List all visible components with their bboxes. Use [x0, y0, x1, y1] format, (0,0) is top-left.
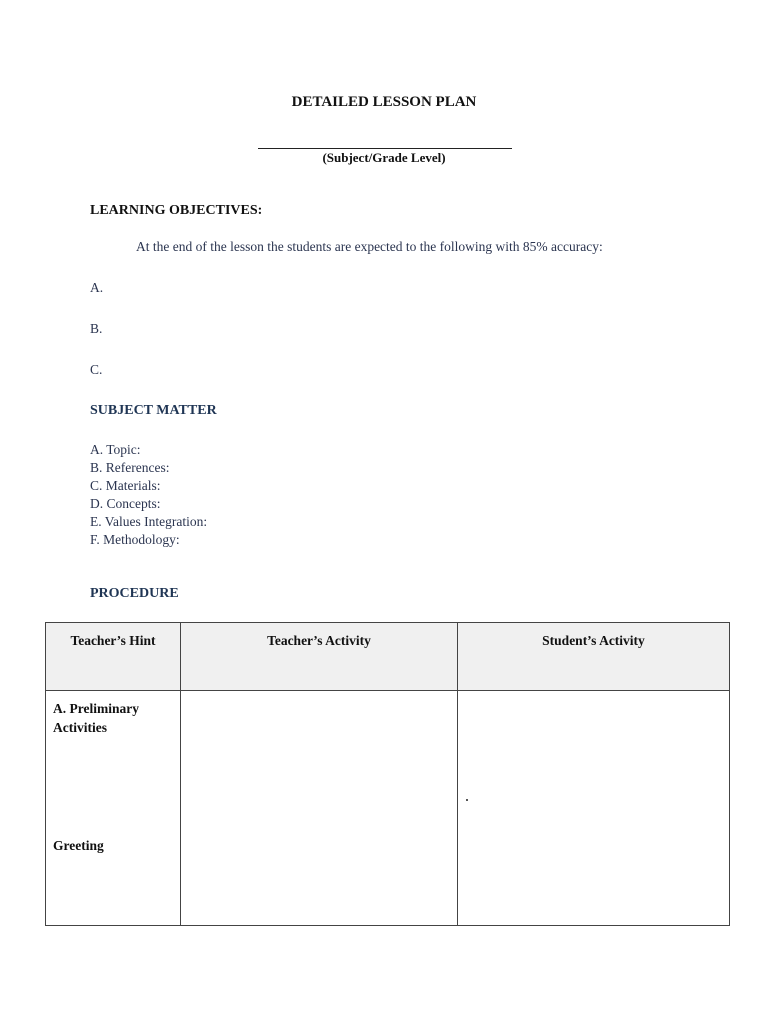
subject-matter-item-materials: C. Materials:	[90, 478, 161, 493]
students-activity-cell	[458, 691, 730, 926]
subject-matter-item-references: B. References:	[90, 460, 170, 475]
subject-matter-item-values-integration: E. Values Integration:	[90, 514, 208, 529]
teachers-activity-cell	[181, 691, 458, 926]
learning-objectives-intro: At the end of the lesson the students are expected to the following with 85% accuracy:	[136, 239, 603, 254]
hint-preliminary-activities: A. Preliminary Activities	[53, 701, 139, 735]
objective-a: A.	[90, 280, 104, 295]
document-title: DETAILED LESSON PLAN	[291, 94, 477, 110]
hint-greeting: Greeting	[53, 838, 104, 853]
procedure-heading: PROCEDURE	[90, 586, 179, 601]
col-teachers-hint: Teacher’s Hint	[46, 623, 181, 691]
col-students-activity: Student’s Activity	[458, 623, 730, 691]
subject-matter-heading: SUBJECT MATTER	[90, 403, 217, 418]
objective-c: C.	[90, 362, 103, 377]
subject-matter-list	[90, 441, 207, 549]
subject-grade-blank-line	[258, 140, 512, 149]
learning-objectives-heading: LEARNING OBJECTIVES:	[90, 203, 263, 218]
subject-grade-label: (Subject/Grade Level)	[322, 150, 446, 165]
subject-matter-item-methodology: F. Methodology:	[90, 532, 180, 547]
procedure-header-row	[46, 623, 730, 691]
subject-matter-item-concepts: D. Concepts:	[90, 496, 161, 511]
col-teachers-activity: Teacher’s Activity	[181, 623, 458, 691]
teachers-hint-cell	[46, 691, 181, 926]
objective-b: B.	[90, 321, 103, 336]
students-activity-mark	[466, 799, 468, 801]
subject-matter-item-topic: A. Topic:	[90, 442, 141, 457]
procedure-table	[45, 622, 730, 926]
procedure-row	[46, 691, 730, 926]
